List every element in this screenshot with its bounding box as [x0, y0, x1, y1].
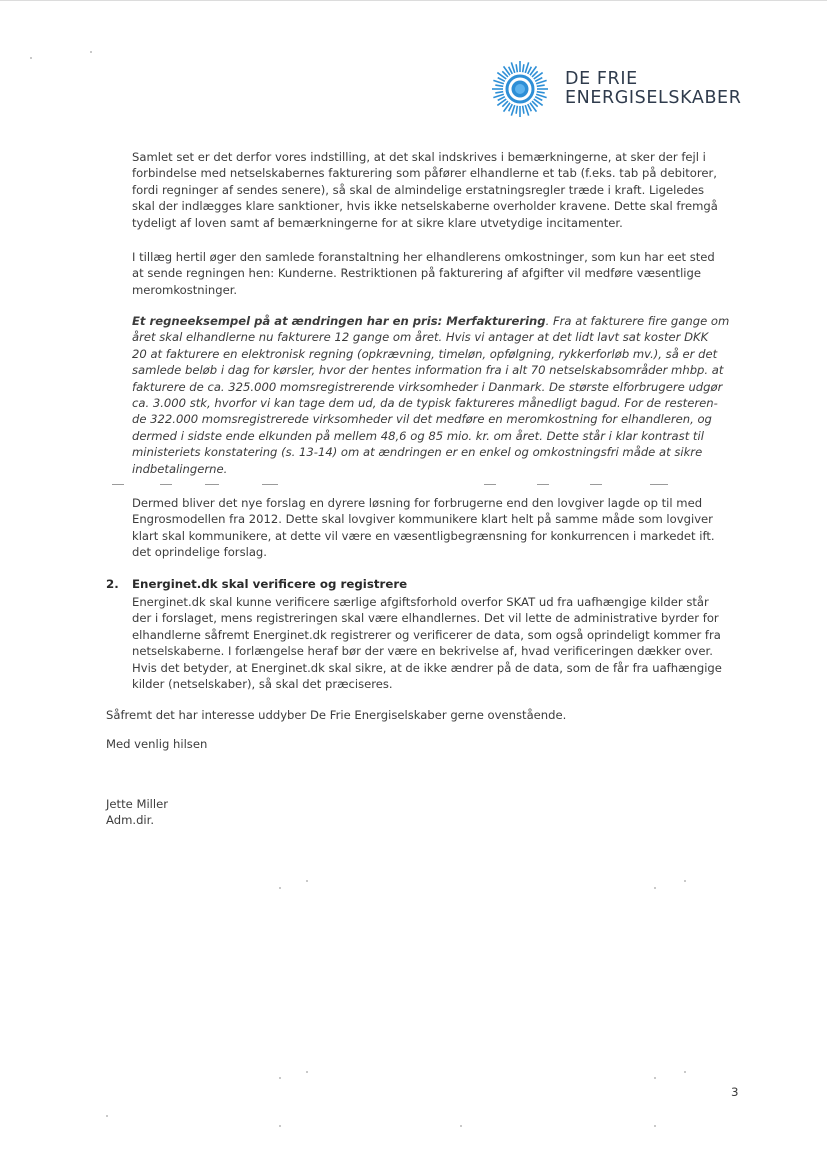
sun-ray [523, 64, 524, 72]
scan-speck [460, 1125, 462, 1127]
company-logo [490, 58, 750, 120]
text-line: Engrosmodellen fra 2012. Dette skal lovgiver kommunikere klart helt på samme måde som lovgiver [132, 512, 713, 527]
scan-speck [279, 1125, 281, 1127]
scan-speck [654, 1125, 656, 1127]
scan-artifact [537, 484, 549, 485]
scan-speck [684, 880, 686, 882]
top-rule [0, 0, 827, 1]
scan-artifact [590, 484, 602, 485]
paragraph-1 [132, 149, 718, 231]
example-heading: Et regneeksempel på at ændringen har en pris: Merfakturering [132, 314, 546, 328]
text-line: Dermed bliver det nye forslag en dyrere løsning for forbrugerne end den lovgiver lagde op til med [132, 496, 703, 510]
text-line: meromkostninger. [132, 282, 238, 297]
scan-artifact [160, 484, 172, 485]
sun-ray [537, 85, 545, 86]
section-number: 2. [106, 577, 119, 591]
text-line: kilder (netselskaber), så skal det præciseres. [132, 677, 393, 692]
text-line: indbetalingerne. [132, 461, 228, 476]
text-line: netselskaberne. I forlængelse heraf bør der være en bekrivelse af, hvad verificeringen dækker over. [132, 644, 713, 659]
sun-logo-icon [490, 58, 556, 124]
text-line: Samlet set er det derfor vores indstilling, at det skal indskrives i bemærkningerne, at sker der fejl i [132, 150, 706, 164]
text-line: det oprindelige forslag. [132, 545, 267, 560]
text-line: 20 at fakturere en elektronisk regning (opkrævning, timeløn, opfølgning, rykkerforløb mv.), så er det [132, 346, 718, 361]
text-line: Energinet.dk skal kunne verificere særlige afgiftsforhold overfor SKAT ud fra uafhængige kilder står [132, 595, 709, 609]
sun-ray [516, 64, 517, 72]
sun-ray [523, 106, 524, 114]
text-line: der i forslaget, mens registreringen skal være elhandlernes. Det vil lette de administrative byrder for [132, 611, 719, 626]
text-line: at sende regningen hen: Kunderne. Restriktionen på fakturering af afgifter vil medføre væsentlige [132, 266, 701, 281]
text-line: klart skal kommunikere, at dette vil være en væsentligbegrænsning for konkurrencen i markedet ift. [132, 528, 715, 543]
scan-speck [306, 1071, 308, 1073]
scan-artifact [262, 484, 278, 485]
text-line: ca. 3.000 stk, hvorfor vi kan tage dem ud, da de typisk faktureres månedligt bagud. For de resteren- [132, 396, 718, 411]
page-number: 3 [731, 1085, 739, 1099]
scan-speck [90, 51, 92, 53]
sun-ray [516, 106, 517, 114]
section-2-body [132, 594, 722, 692]
scan-speck [684, 1071, 686, 1073]
text-line: Hvis det betyder, at Energinet.dk skal sikre, at de ikke ændrer på de data, som de får fra uafhængige [132, 660, 722, 675]
closing-offer: Såfremt det har interesse uddyber De Frie Energiselskaber gerne ovenstående. [106, 708, 567, 722]
scan-artifact [205, 484, 219, 485]
sun-ray [537, 92, 545, 93]
calculation-example [132, 313, 729, 477]
logo-wordmark [565, 70, 741, 108]
text-line: året skal elhandlerne nu fakturere 12 gange om året. Hvis vi antager at det lidt lavt sat koster DKK [132, 330, 709, 345]
sun-ray [495, 92, 503, 93]
logo-line-2: ENERGISELSKABER [565, 88, 742, 108]
salutation: Med venlig hilsen [106, 737, 208, 751]
scan-speck [279, 1077, 281, 1079]
scan-speck [654, 1077, 656, 1079]
scan-artifact [112, 484, 124, 485]
text-line: ministeriets konstatering (s. 13-14) om at ændringen er en enkel og omkostningsfri måde at sikre [132, 445, 703, 460]
scan-speck [654, 887, 656, 889]
logo-line-1: DE FRIE [565, 69, 638, 89]
paragraph-2 [132, 249, 715, 298]
text-line: tydeligt af loven samt af bemærkningerne for at sikre klare utvetydige incitamenter. [132, 215, 623, 230]
scan-speck [279, 887, 281, 889]
sun-ray [495, 85, 503, 86]
paragraph-4 [132, 495, 715, 561]
scan-artifact [650, 484, 668, 485]
text-line: I tillæg hertil øger den samlede foranstaltning her elhandlerens omkostninger, som kun har eet sted [132, 250, 715, 264]
text-line: fakturere de ca. 325.000 momsregistrerende virksomheder i Danmark. De største elforbrugere udgør [132, 379, 723, 394]
text-line: forbindelse med netselskabernes fakturering som påfører elhandlerne et tab (f.eks. tab på debitorer, [132, 166, 717, 181]
text-line [132, 313, 729, 329]
scan-speck [106, 1115, 108, 1117]
scan-artifact [484, 484, 496, 485]
signature-block [106, 796, 168, 829]
signature-name: Jette Miller [106, 797, 169, 811]
text-line: skal der indlægges klare sanktioner, hvis ikke netselskaberne overholder kravene. Dette skal fremgå [132, 199, 718, 214]
section-title: Energinet.dk skal verificere og registrere [132, 577, 408, 591]
text-line: dermed i sidste ende elkunden på mellem 48,6 og 85 mio. kr. om året. Dette står i klar kontrast til [132, 428, 704, 443]
text-line: elhandlerne såfremt Energinet.dk registrerer og verificerer de data, som også oprindeligt kommer fra [132, 627, 721, 642]
text-line: fordi regninger af sendes senere), så skal de almindelige erstatningsregler træde i kraft. Ligeledes [132, 182, 705, 197]
text-line: de 322.000 momsregistrerede virksomheder vil det medføre en meromkostning for elhandleren, og [132, 412, 712, 427]
text-line: samlede beløb i dag for kørsler, hvor der hentes information fra i alt 70 netselskabsområder mhbp. at [132, 363, 724, 378]
scan-speck [306, 880, 308, 882]
scan-speck [30, 57, 32, 59]
example-heading-rest: . Fra at fakturere fire gange om [545, 314, 730, 328]
signature-title: Adm.dir. [106, 813, 155, 828]
